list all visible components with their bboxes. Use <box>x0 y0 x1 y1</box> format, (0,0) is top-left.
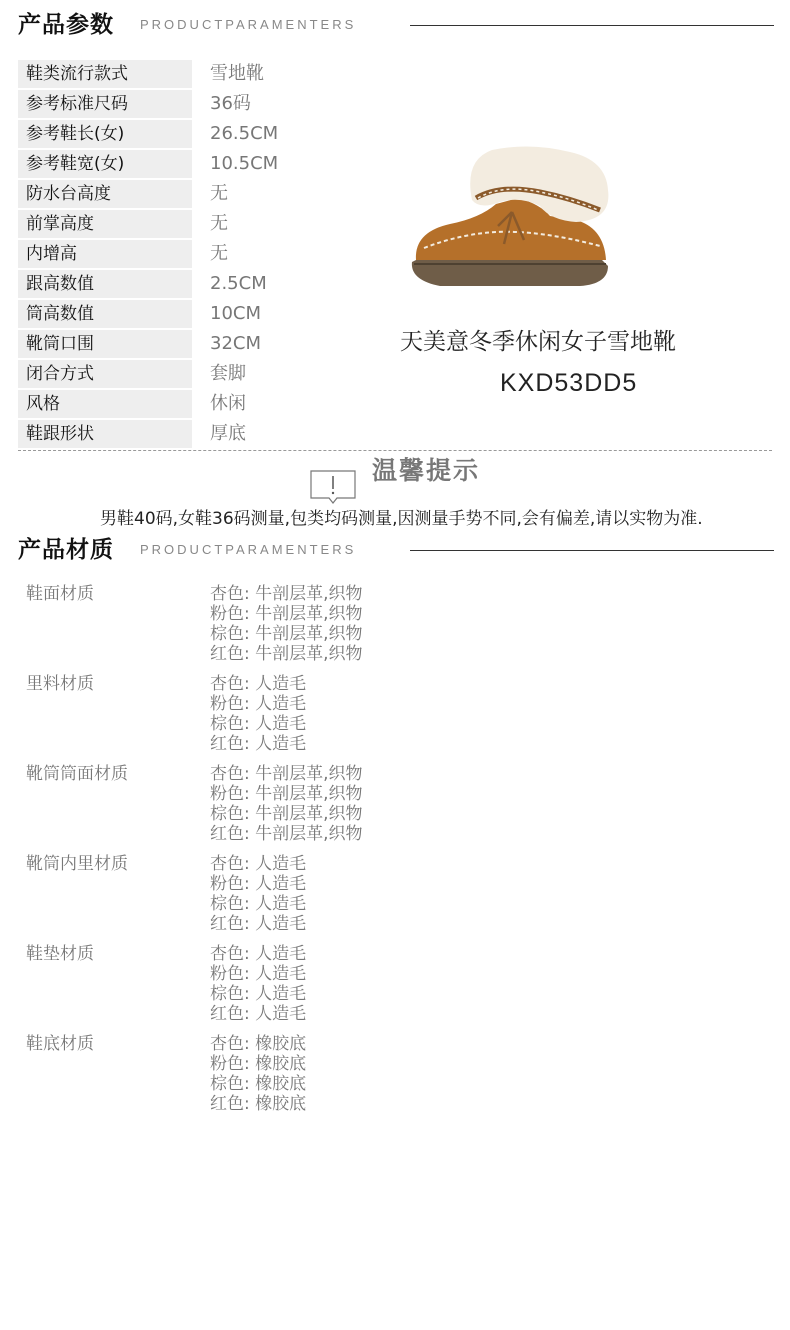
param-value: 厚底 <box>210 423 246 444</box>
material-value: 粉色: 牛剖层革,织物 <box>210 604 363 624</box>
param-label: 筒高数值 <box>18 300 192 328</box>
param-row <box>18 420 378 450</box>
material-value: 杏色: 人造毛 <box>210 674 307 694</box>
param-value: 10CM <box>210 303 262 324</box>
param-value: 无 <box>210 183 228 204</box>
param-label: 内增高 <box>18 240 192 268</box>
param-label: 跟高数值 <box>18 270 192 298</box>
material-group <box>26 1034 526 1124</box>
material-value: 棕色: 橡胶底 <box>210 1074 307 1094</box>
param-label: 靴筒口围 <box>18 330 192 358</box>
material-value: 粉色: 牛剖层革,织物 <box>210 784 363 804</box>
materials-section-header <box>18 533 774 567</box>
material-value: 棕色: 牛剖层革,织物 <box>210 624 363 644</box>
material-value: 粉色: 橡胶底 <box>210 1054 307 1074</box>
param-value: 10.5CM <box>210 153 279 174</box>
dashed-divider <box>18 450 772 451</box>
param-value: 雪地靴 <box>210 63 264 84</box>
param-row <box>18 90 378 120</box>
param-value: 无 <box>210 213 228 234</box>
param-value: 套脚 <box>210 363 246 384</box>
material-values <box>210 854 306 934</box>
material-value: 红色: 人造毛 <box>210 914 307 934</box>
product-code: KXD53DD5 <box>500 369 638 397</box>
param-row <box>18 150 378 180</box>
material-value: 红色: 橡胶底 <box>210 1094 307 1114</box>
material-value: 粉色: 人造毛 <box>210 694 307 714</box>
material-values <box>210 584 363 664</box>
material-value: 杏色: 橡胶底 <box>210 1034 307 1054</box>
param-value: 32CM <box>210 333 262 354</box>
material-value: 棕色: 人造毛 <box>210 714 307 734</box>
param-row <box>18 60 378 90</box>
material-group <box>26 854 526 944</box>
param-row <box>18 270 378 300</box>
material-label: 鞋垫材质 <box>26 944 94 964</box>
param-value: 2.5CM <box>210 273 267 294</box>
params-section-title: 产品参数 <box>18 12 114 38</box>
param-label: 鞋跟形状 <box>18 420 192 448</box>
exclamation-bubble-icon <box>310 470 356 504</box>
param-row <box>18 240 378 270</box>
param-value: 无 <box>210 243 228 264</box>
material-value: 棕色: 人造毛 <box>210 894 307 914</box>
material-group <box>26 764 526 854</box>
param-value: 26.5CM <box>210 123 279 144</box>
material-value: 红色: 牛剖层革,织物 <box>210 824 363 844</box>
boot-sole <box>412 258 608 286</box>
param-row <box>18 360 378 390</box>
param-row <box>18 330 378 360</box>
material-group <box>26 674 526 764</box>
param-label: 闭合方式 <box>18 360 192 388</box>
param-label: 鞋类流行款式 <box>18 60 192 88</box>
material-value: 棕色: 牛剖层革,织物 <box>210 804 363 824</box>
param-label: 参考鞋宽(女) <box>18 150 192 178</box>
material-group <box>26 944 526 1034</box>
param-row <box>18 180 378 210</box>
material-label: 鞋面材质 <box>26 584 94 604</box>
material-label: 靴筒筒面材质 <box>26 764 128 784</box>
materials-section-subtitle: PRODUCTPARAMENTERS <box>140 542 357 557</box>
material-value: 红色: 人造毛 <box>210 1004 307 1024</box>
material-group <box>26 584 526 674</box>
param-label: 防水台高度 <box>18 180 192 208</box>
params-section-header <box>18 8 774 42</box>
snow-boot-image <box>400 140 620 300</box>
material-values <box>210 674 306 754</box>
material-value: 杏色: 人造毛 <box>210 854 307 874</box>
material-value: 红色: 牛剖层革,织物 <box>210 644 363 664</box>
product-materials-list <box>26 584 526 1124</box>
params-section-subtitle: PRODUCTPARAMENTERS <box>140 17 357 32</box>
param-row <box>18 390 378 420</box>
param-label: 风格 <box>18 390 192 418</box>
product-params-table <box>18 60 378 450</box>
material-label: 靴筒内里材质 <box>26 854 128 874</box>
material-values <box>210 944 306 1024</box>
material-value: 粉色: 人造毛 <box>210 964 307 984</box>
param-value: 36码 <box>210 93 251 114</box>
params-section-divider <box>410 25 774 26</box>
materials-section-divider <box>410 550 774 551</box>
notice-title: 温馨提示 <box>372 456 481 485</box>
material-value: 杏色: 牛剖层革,织物 <box>210 764 363 784</box>
param-row <box>18 210 378 240</box>
material-label: 鞋底材质 <box>26 1034 94 1054</box>
param-label: 前掌高度 <box>18 210 192 238</box>
param-value: 休闲 <box>210 393 246 414</box>
param-row <box>18 120 378 150</box>
product-title: 天美意冬季休闲女子雪地靴 <box>400 329 676 355</box>
param-row <box>18 300 378 330</box>
material-label: 里料材质 <box>26 674 94 694</box>
notice-text: 男鞋40码,女鞋36码测量,包类均码测量,因测量手势不同,会有偏差,请以实物为准. <box>100 509 703 529</box>
material-values <box>210 1034 306 1114</box>
material-value: 杏色: 牛剖层革,织物 <box>210 584 363 604</box>
material-value: 杏色: 人造毛 <box>210 944 307 964</box>
material-value: 红色: 人造毛 <box>210 734 307 754</box>
param-label: 参考鞋长(女) <box>18 120 192 148</box>
material-value: 粉色: 人造毛 <box>210 874 307 894</box>
materials-section-title: 产品材质 <box>18 537 114 563</box>
material-values <box>210 764 363 844</box>
material-value: 棕色: 人造毛 <box>210 984 307 1004</box>
param-label: 参考标准尺码 <box>18 90 192 118</box>
